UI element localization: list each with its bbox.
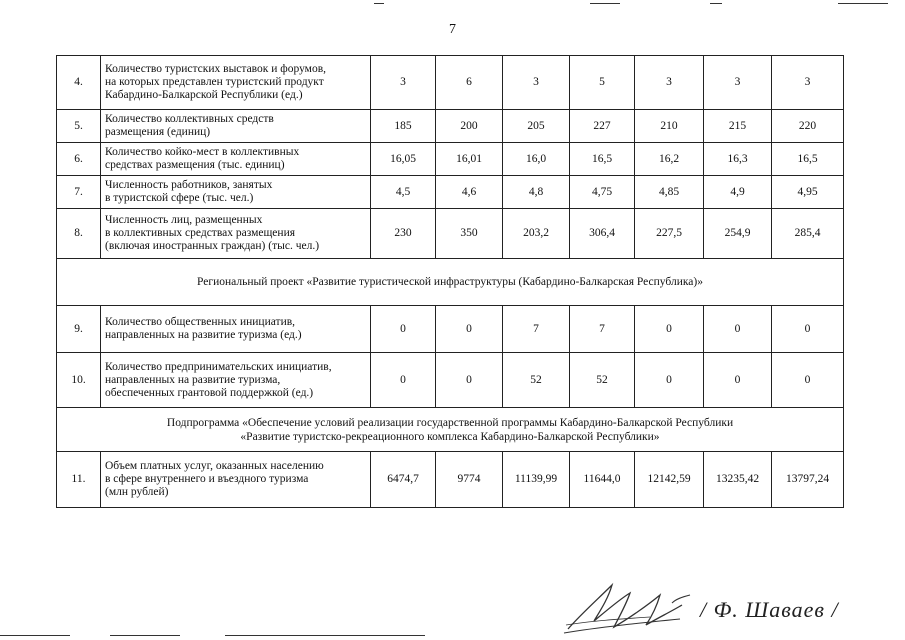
indicator-value: 203,2 [503,209,570,259]
indicator-value: 52 [570,353,635,408]
indicator-value: 4,85 [635,176,704,209]
indicator-value: 0 [436,306,503,353]
table-row [57,452,844,508]
indicator-value: 210 [635,110,704,143]
indicator-value: 6474,7 [371,452,436,508]
indicator-value: 6 [436,56,503,110]
signature-name: / Ф. Шаваев / [700,597,839,622]
row-number: 8. [57,209,101,259]
indicator-value: 13797,24 [772,452,844,508]
row-number: 10. [57,353,101,408]
indicator-name: Объем платных услуг, оказанных населению в сфере внутреннего и въездного туризма (млн рублей) [101,452,371,508]
page-number: 7 [449,22,456,37]
indicator-value: 16,0 [503,143,570,176]
indicator-name: Количество туристских выставок и форумов, на которых представлен туристский продукт Кабардино-Балкарской Республики (ед.) [101,56,371,110]
indicator-value: 3 [635,56,704,110]
indicator-value: 0 [436,353,503,408]
table-row [57,56,844,110]
scan-mark-bottom [110,635,180,636]
scan-mark-top [590,3,620,4]
indicator-value: 0 [635,353,704,408]
indicator-name: Количество общественных инициатив, направленных на развитие туризма (ед.) [101,306,371,353]
indicator-value: 350 [436,209,503,259]
indicator-value: 3 [704,56,772,110]
indicator-value: 215 [704,110,772,143]
indicator-value: 0 [371,306,436,353]
indicator-value: 0 [772,353,844,408]
indicator-value: 12142,59 [635,452,704,508]
indicator-value: 16,05 [371,143,436,176]
indicator-value: 16,01 [436,143,503,176]
table-row [57,110,844,143]
indicator-value: 306,4 [570,209,635,259]
indicator-value: 227 [570,110,635,143]
section-row [57,408,844,452]
scan-mark-top [838,3,888,4]
indicator-value: 254,9 [704,209,772,259]
indicator-value: 4,75 [570,176,635,209]
indicator-value: 52 [503,353,570,408]
section-row [57,259,844,306]
indicator-value: 200 [436,110,503,143]
indicator-value: 11644,0 [570,452,635,508]
row-number: 5. [57,110,101,143]
indicator-value: 205 [503,110,570,143]
indicator-value: 227,5 [635,209,704,259]
indicator-value: 0 [371,353,436,408]
table-row [57,143,844,176]
section-title: Региональный проект «Развитие туристической инфраструктуры (Кабардино-Балкарская Республика)» [57,259,844,306]
indicator-value: 7 [570,306,635,353]
row-number: 6. [57,143,101,176]
indicator-value: 0 [704,306,772,353]
section-title: Подпрограмма «Обеспечение условий реализации государственной программы Кабардино-Балкарской Республики «Развитие туристско-рекреационного комплекса Кабардино-Балкарской Республики» [57,408,844,452]
row-number: 7. [57,176,101,209]
indicator-value: 13235,42 [704,452,772,508]
indicator-value: 3 [371,56,436,110]
indicator-value: 230 [371,209,436,259]
indicator-value: 0 [772,306,844,353]
indicator-name: Численность работников, занятых в туристской сфере (тыс. чел.) [101,176,371,209]
table-row [57,306,844,353]
indicator-value: 0 [635,306,704,353]
indicator-value: 3 [772,56,844,110]
indicator-value: 16,3 [704,143,772,176]
row-number: 4. [57,56,101,110]
indicator-value: 0 [704,353,772,408]
indicator-value: 11139,99 [503,452,570,508]
indicator-value: 220 [772,110,844,143]
indicator-name: Количество коллективных средств размещения (единиц) [101,110,371,143]
indicator-name: Численность лиц, размещенных в коллективных средствах размещения (включая иностранных граждан) (тыс. чел.) [101,209,371,259]
table-row [57,176,844,209]
indicator-value: 4,6 [436,176,503,209]
row-number: 9. [57,306,101,353]
indicator-value: 16,5 [570,143,635,176]
table-row [57,353,844,408]
indicator-value: 4,8 [503,176,570,209]
indicator-value: 5 [570,56,635,110]
indicator-value: 16,5 [772,143,844,176]
indicator-value: 16,2 [635,143,704,176]
row-number: 11. [57,452,101,508]
scan-mark-top [710,3,722,4]
indicator-value: 285,4 [772,209,844,259]
indicators-table [56,55,844,508]
indicator-name: Количество предпринимательских инициатив, направленных на развитие туризма, обеспеченных грантовой поддержкой (ед.) [101,353,371,408]
indicator-value: 7 [503,306,570,353]
indicator-value: 185 [371,110,436,143]
indicator-value: 3 [503,56,570,110]
indicator-value: 4,5 [371,176,436,209]
indicator-name: Количество койко-мест в коллективных средствах размещения (тыс. единиц) [101,143,371,176]
scan-mark-bottom [225,635,425,636]
table-row [57,209,844,259]
scan-mark-bottom [0,635,70,636]
scan-mark-top [374,3,384,4]
indicator-value: 4,95 [772,176,844,209]
indicator-value: 9774 [436,452,503,508]
indicator-value: 4,9 [704,176,772,209]
